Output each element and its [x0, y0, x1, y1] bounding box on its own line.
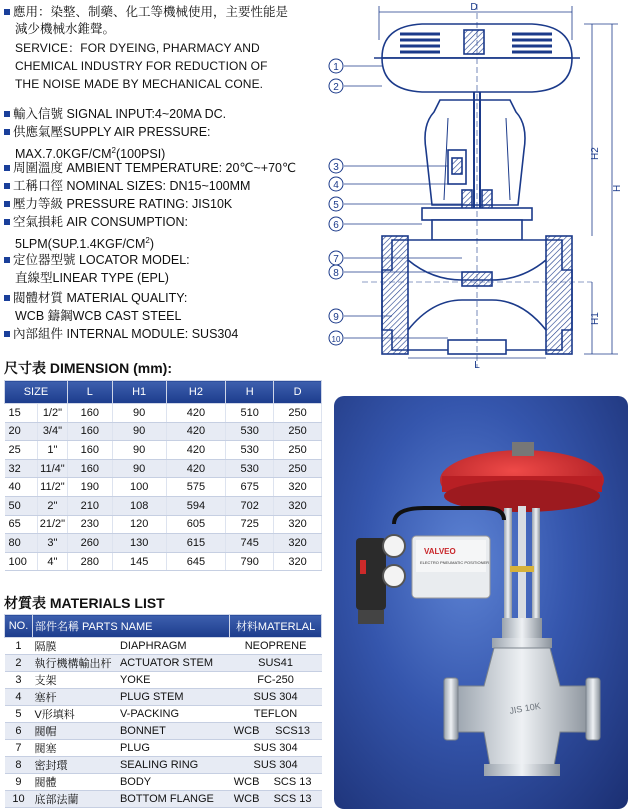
materials-cell-no: 5 — [5, 706, 33, 723]
dimension-row — [5, 422, 322, 441]
materials-cell-m1: SUS 304 — [230, 757, 322, 774]
dimension-cell: 420 — [166, 422, 226, 441]
bullet-icon — [4, 331, 10, 337]
spec-signal-input: 輸入信號 SIGNAL INPUT:4~20MA DC. — [4, 106, 226, 123]
dimension-cell: 11/4" — [37, 459, 67, 478]
dimension-row — [5, 515, 322, 534]
positioner-text: ELECTRO PNEUMATIC POSITIONER — [420, 560, 490, 565]
dimension-cell: 90 — [112, 441, 166, 460]
bullet-icon — [4, 9, 10, 15]
dimension-cell: 108 — [112, 496, 166, 515]
bullet-icon — [4, 183, 10, 189]
part-label-7 — [329, 251, 343, 265]
spec-material-value: WCB 鑄鋼WCB CAST STEEL — [15, 309, 182, 323]
dim-label-l: L — [474, 360, 480, 371]
materials-row — [5, 672, 322, 689]
materials-cell-no: 2 — [5, 655, 33, 672]
dimension-cell: 675 — [226, 478, 274, 497]
materials-table — [4, 614, 322, 808]
materials-cell-m1: SUS41 — [230, 655, 322, 672]
materials-row — [5, 706, 322, 723]
dim-label-h: H — [612, 184, 623, 192]
materials-cell-m1: WCB — [230, 791, 264, 808]
materials-cell-m1: WCB — [230, 774, 264, 791]
part-label-4 — [329, 177, 343, 191]
materials-cell-en: SEALING RING — [118, 757, 230, 774]
materials-cell-zh: 密封環 — [32, 757, 117, 774]
materials-cell-no: 1 — [5, 638, 33, 655]
materials-cell-en: ACTUATOR STEM — [118, 655, 230, 672]
spec-air-consumption-value: $5LPM(SUP.1.4KGF/CM^2)$ — [15, 236, 154, 252]
dimension-cell: 250 — [274, 404, 322, 423]
materials-cell-zh: 底部法蘭 — [32, 791, 117, 808]
materials-row — [5, 740, 322, 757]
materials-cell-m1: FC-250 — [230, 672, 322, 689]
dimension-cell: 790 — [226, 552, 274, 571]
materials-cell-m1: NEOPRENE — [230, 638, 322, 655]
materials-cell-en: DIAPHRAGM — [118, 638, 230, 655]
dimension-cell: 160 — [67, 404, 112, 423]
dimension-cell: 20 — [5, 422, 38, 441]
part-label-6 — [329, 217, 343, 231]
materials-row — [5, 655, 322, 672]
materials-cell-no: 10 — [5, 791, 33, 808]
dimension-cell: 90 — [112, 422, 166, 441]
svg-text:4: 4 — [333, 180, 339, 191]
part-label-1 — [329, 59, 343, 73]
dimension-cell: 11/2" — [37, 478, 67, 497]
dimension-cell: 90 — [112, 459, 166, 478]
svg-text:3: 3 — [333, 162, 339, 173]
svg-text:7: 7 — [333, 254, 339, 265]
dimension-cell: 50 — [5, 496, 38, 515]
part-label-2 — [329, 79, 343, 93]
svg-text:2: 2 — [333, 82, 339, 93]
dimension-row — [5, 534, 322, 553]
dimension-cell: 530 — [226, 441, 274, 460]
materials-cell-m1: SUS 304 — [230, 689, 322, 706]
dimension-header-row — [5, 381, 322, 404]
spec-locator-model: 定位器型號 LOCATOR MODEL: — [4, 252, 190, 269]
materials-cell-no: 7 — [5, 740, 33, 757]
dimension-cell: 420 — [166, 404, 226, 423]
materials-cell-zh: 執行機構輸出杆 — [32, 655, 117, 672]
dimension-cell: 3" — [37, 534, 67, 553]
materials-cell-no: 4 — [5, 689, 33, 706]
dimension-cell: 21/2" — [37, 515, 67, 534]
pressure-gauge-icon — [383, 565, 405, 587]
dim-label-h2: H2 — [590, 147, 601, 160]
bullet-icon — [4, 111, 10, 117]
materials-cell-zh: 支架 — [32, 672, 117, 689]
dimension-cell: 32 — [5, 459, 38, 478]
spec-ambient-temp: 周圍溫度 AMBIENT TEMPERATURE: 20℃~+70℃ — [4, 160, 296, 177]
materials-header-material: 材料MATERLAL — [230, 615, 322, 638]
dimension-cell: 605 — [166, 515, 226, 534]
dimension-cell: 230 — [67, 515, 112, 534]
materials-cell-en: PLUG — [118, 740, 230, 757]
dimension-title: 尺寸表 DIMENSION (mm): — [4, 360, 173, 376]
materials-cell-m2: SCS 13 — [264, 791, 322, 808]
spec-service-en-2: CHEMICAL INDUSTRY FOR REDUCTION OF — [15, 59, 268, 73]
dimension-table — [4, 380, 322, 571]
dimension-header-l: L — [67, 381, 112, 404]
dimension-header-size: SIZE — [5, 381, 68, 404]
pressure-gauge-icon — [383, 535, 405, 557]
materials-cell-no: 3 — [5, 672, 33, 689]
dimension-cell: 100 — [5, 552, 38, 571]
dimension-header-h: H — [226, 381, 274, 404]
materials-cell-zh: 隔膜 — [32, 638, 117, 655]
svg-text:9: 9 — [333, 312, 339, 323]
dim-label-d: D — [470, 2, 478, 13]
dimension-row — [5, 404, 322, 423]
spec-pressure-rating: 壓力等級 PRESSURE RATING: JIS10K — [4, 196, 232, 213]
dimension-cell: 702 — [226, 496, 274, 515]
materials-cell-m2: SCS13 — [264, 723, 322, 740]
body-mark: JIS 10K — [508, 700, 542, 716]
dimension-cell: 320 — [274, 534, 322, 553]
dimension-cell: 250 — [274, 441, 322, 460]
dimension-cell: 530 — [226, 422, 274, 441]
svg-text:1: 1 — [333, 62, 339, 73]
spec-supply-pressure: 供應氣壓SUPPLY AIR PRESSURE: — [4, 124, 211, 141]
product-photo — [334, 396, 628, 809]
spec-service-en-3: THE NOISE MADE BY MECHANICAL CONE. — [15, 77, 264, 91]
dimension-cell: 190 — [67, 478, 112, 497]
materials-cell-en: YOKE — [118, 672, 230, 689]
spec-application-zh-2: 減少機械水錐聲。 — [15, 22, 116, 36]
dimension-cell: 420 — [166, 441, 226, 460]
dimension-cell: 160 — [67, 441, 112, 460]
materials-row — [5, 638, 322, 655]
dimension-row — [5, 459, 322, 478]
spec-service-en-1: SERVICE：FOR DYEING, PHARMACY AND — [15, 41, 260, 55]
materials-cell-m1: WCB — [230, 723, 264, 740]
part-label-8 — [329, 265, 343, 279]
dimension-row — [5, 552, 322, 571]
materials-title: 材質表 MATERIALS LIST — [4, 595, 165, 611]
svg-text:8: 8 — [333, 268, 339, 279]
dimension-cell: 4" — [37, 552, 67, 571]
part-label-10 — [329, 331, 343, 345]
materials-header-no: NO. — [5, 615, 33, 638]
spec-supply-pressure-value: $MAX.7.0KGF/CM^2(100PSI)$ — [15, 146, 166, 162]
dimension-cell: 100 — [112, 478, 166, 497]
dimension-cell: 260 — [67, 534, 112, 553]
bullet-icon — [4, 129, 10, 135]
dimension-cell: 130 — [112, 534, 166, 553]
dimension-cell: 530 — [226, 459, 274, 478]
dimension-cell: 15 — [5, 404, 38, 423]
dimension-cell: 280 — [67, 552, 112, 571]
dimension-header-h1: H1 — [112, 381, 166, 404]
dimension-row — [5, 478, 322, 497]
materials-cell-zh: V形填料 — [32, 706, 117, 723]
materials-cell-m1: SUS 304 — [230, 740, 322, 757]
dimension-cell: 80 — [5, 534, 38, 553]
dimension-cell: 65 — [5, 515, 38, 534]
dimension-cell: 160 — [67, 459, 112, 478]
materials-cell-en: BODY — [118, 774, 230, 791]
spec-internal-module: 內部組件 INTERNAL MODULE: SUS304 — [4, 326, 238, 343]
materials-cell-zh: 塞杆 — [32, 689, 117, 706]
bullet-icon — [4, 219, 10, 225]
materials-cell-m2: SCS 13 — [264, 774, 322, 791]
materials-cell-en: PLUG STEM — [118, 689, 230, 706]
materials-cell-en: V-PACKING — [118, 706, 230, 723]
materials-cell-no: 6 — [5, 723, 33, 740]
spec-air-consumption: 空氣損耗 AIR CONSUMPTION: — [4, 214, 188, 231]
materials-row — [5, 723, 322, 740]
dimension-row — [5, 441, 322, 460]
dimension-cell: 250 — [274, 459, 322, 478]
dimension-cell: 320 — [274, 552, 322, 571]
dimension-cell: 1" — [37, 441, 67, 460]
materials-header-parts: 部件名稱 PARTS NAME — [32, 615, 229, 638]
materials-row — [5, 774, 322, 791]
dimension-cell: 320 — [274, 496, 322, 515]
svg-text:6: 6 — [333, 220, 339, 231]
control-valve-illustration — [334, 396, 628, 809]
dimension-cell: 594 — [166, 496, 226, 515]
dimension-cell: 250 — [274, 422, 322, 441]
bullet-icon — [4, 257, 10, 263]
bullet-icon — [4, 201, 10, 207]
materials-cell-zh: 閥體 — [32, 774, 117, 791]
spec-application-zh: 應用：染整、制藥、化工等機械使用，主要性能是 — [4, 4, 288, 21]
materials-cell-zh: 閥塞 — [32, 740, 117, 757]
materials-cell-m1: TEFLON — [230, 706, 322, 723]
dimension-cell: 320 — [274, 478, 322, 497]
part-label-9 — [329, 309, 343, 323]
dim-label-h1: H1 — [590, 312, 601, 325]
dimension-cell: 3/4" — [37, 422, 67, 441]
dimension-cell: 725 — [226, 515, 274, 534]
part-label-3 — [329, 159, 343, 173]
spec-material-quality: 閥體材質 MATERIAL QUALITY: — [4, 290, 187, 307]
dimension-cell: 575 — [166, 478, 226, 497]
dimension-cell: 320 — [274, 515, 322, 534]
dimension-cell: 2" — [37, 496, 67, 515]
materials-cell-zh: 閥帽 — [32, 723, 117, 740]
materials-row — [5, 689, 322, 706]
spec-nominal-sizes: 工稱口徑 NOMINAL SIZES: DN15~100MM — [4, 178, 250, 195]
dimension-cell: 645 — [166, 552, 226, 571]
valve-cross-section-drawing — [322, 0, 628, 372]
part-label-5 — [329, 197, 343, 211]
dimension-cell: 40 — [5, 478, 38, 497]
dimension-cell: 745 — [226, 534, 274, 553]
dimension-header-d: D — [274, 381, 322, 404]
dimension-cell: 120 — [112, 515, 166, 534]
spec-locator-type: 直線型LINEAR TYPE (EPL) — [15, 271, 169, 285]
materials-cell-en: BOTTOM FLANGE — [118, 791, 230, 808]
dimension-cell: 510 — [226, 404, 274, 423]
materials-cell-no: 9 — [5, 774, 33, 791]
materials-row — [5, 757, 322, 774]
dimension-cell: 25 — [5, 441, 38, 460]
dimension-cell: 420 — [166, 459, 226, 478]
positioner-brand: VALVEO — [424, 547, 456, 556]
materials-row — [5, 791, 322, 808]
dimension-cell: 615 — [166, 534, 226, 553]
dimension-row — [5, 496, 322, 515]
dimension-cell: 145 — [112, 552, 166, 571]
dimension-header-h2: H2 — [166, 381, 226, 404]
dimension-cell: 160 — [67, 422, 112, 441]
dimension-cell: 90 — [112, 404, 166, 423]
bullet-icon — [4, 295, 10, 301]
materials-cell-no: 8 — [5, 757, 33, 774]
svg-text:5: 5 — [333, 200, 339, 211]
dimension-cell: 1/2" — [37, 404, 67, 423]
materials-cell-en: BONNET — [118, 723, 230, 740]
materials-header-row — [5, 615, 322, 638]
bullet-icon — [4, 165, 10, 171]
dimension-cell: 210 — [67, 496, 112, 515]
svg-text:10: 10 — [331, 335, 341, 344]
